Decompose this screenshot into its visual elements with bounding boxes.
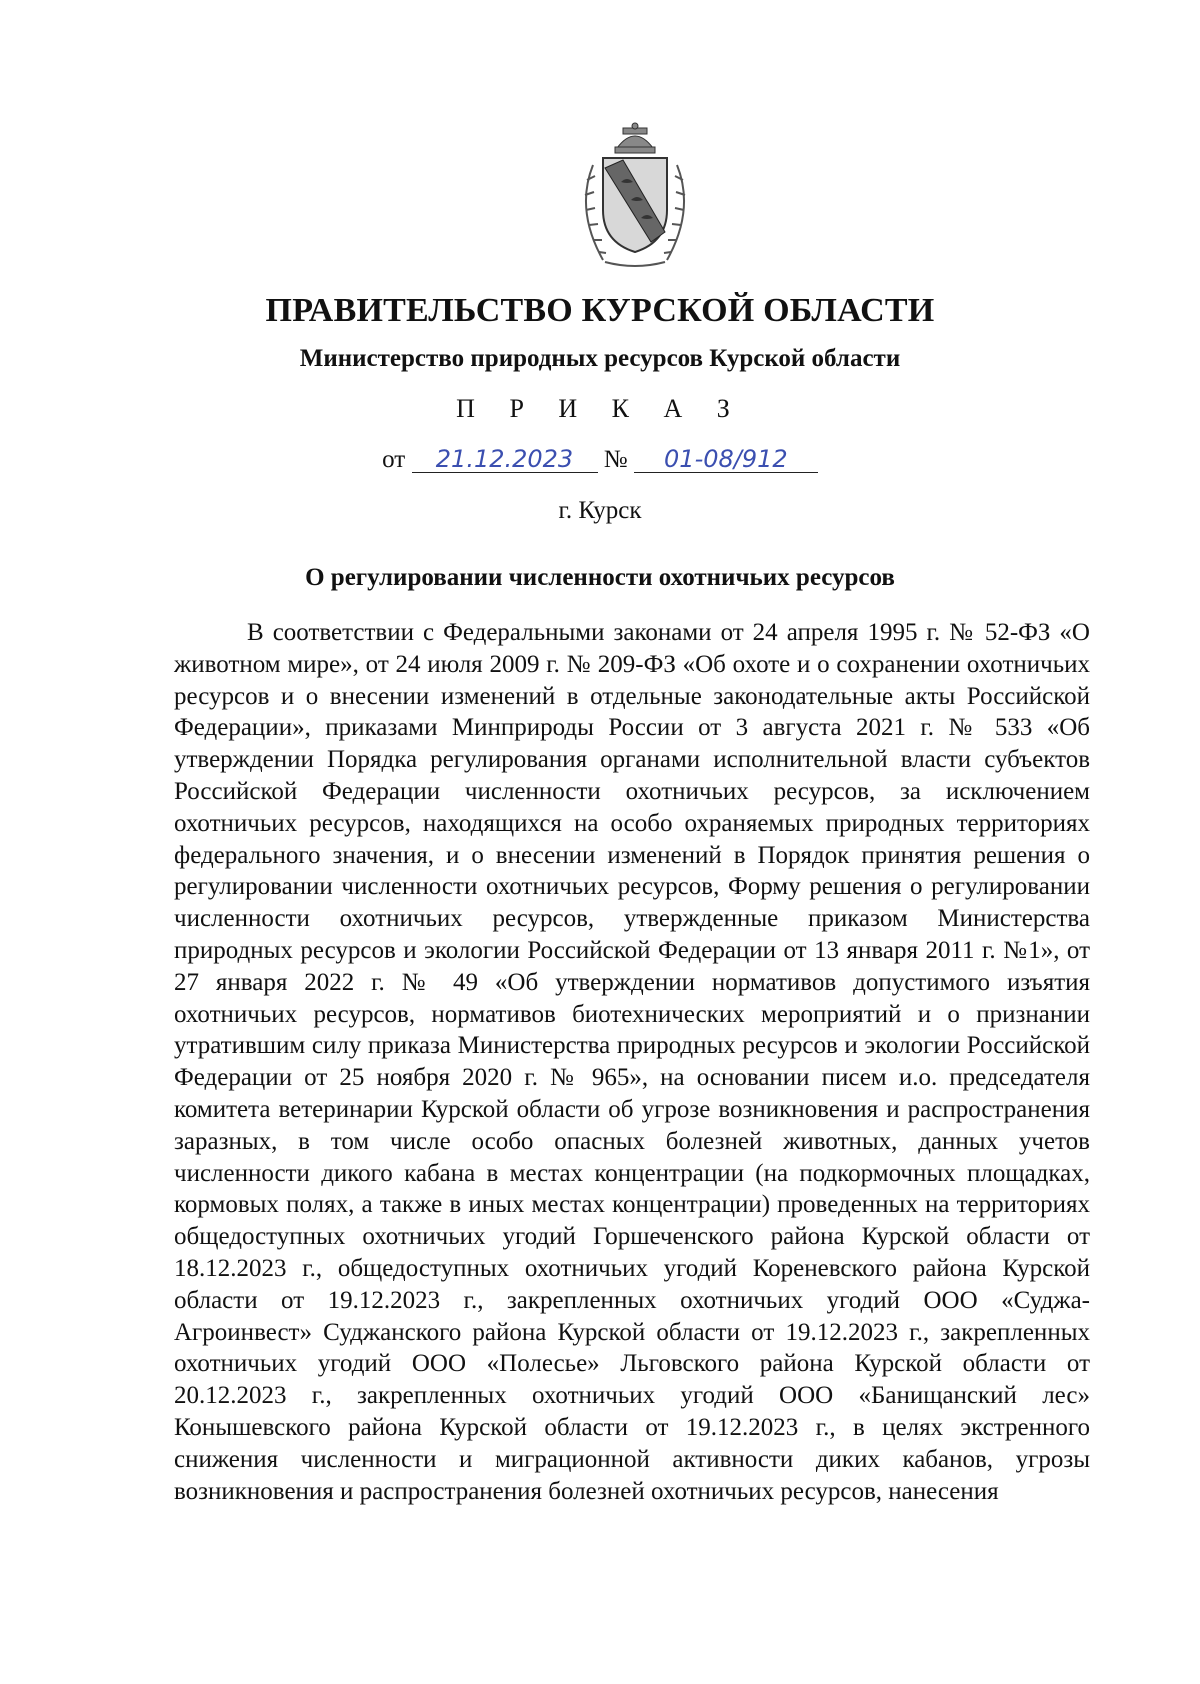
handwritten-date: 21.12.2023 [412, 446, 598, 473]
date-number-line [0, 446, 1200, 474]
document-type: П Р И К А З [456, 394, 744, 423]
body-paragraph: В соответствии с Федеральными законами от 24 апреля 1995 г. № 52-ФЗ «О животном мире», от 24 июля 2009 г. № 209-ФЗ «Об охоте и о сохранении охотничьих ресурсов и о внесении изменений в отдельные законодательные акты Российской Федерации», приказами Минприроды России от 3 августа 2021 г. № 533 «Об утверждении Порядка регулирования органами исполнительной власти субъектов Российской Федерации численности охотничьих ресурсов, за исключением охотничьих ресурсов, находящихся на особо охраняемых природных территориях федерального значения, и о внесении изменений в Порядок принятия решения о регулировании численности охотничьих ресурсов, Форму решения о регулировании численности охотничьих ресурсов, утвержденные приказом Министерства природных ресурсов и экологии Российской Федерации от 13 января 2011 г. №1», от 27 января 2022 г. № 49 «Об утверждении нормативов допустимого изъятия охотничьих ресурсов, нормативов биотехнических мероприятий и о признании утратившим силу приказа Министерства природных ресурсов и экологии Российской Федерации от 25 ноября 2020 г. № 965», на основании писем и.о. председателя комитета ветеринарии Курской области об угрозе возникновения и распространения заразных, в том числе особо опасных болезней животных, данных учетов численности дикого кабана в местах концентрации (на подкормочных площадках, кормовых полях, а также в иных местах концентрации) проведенных на территориях общедоступных охотничьих угодий Горшеченского района Курской области от 18.12.2023 г., общедоступных охотничьих угодий Кореневского района Курской области от 19.12.2023 г., закрепленных охотничьих угодий ООО «Суджа-Агроинвест» Суджанского района Курской области от 19.12.2023 г., закрепленных охотничьих угодий ООО «Полесье» Льговского района Курской области от 20.12.2023 г., закрепленных охотничьих угодий ООО «Банищанский лес» Конышевского района Курской области от 19.12.2023 г., в целях экстренного снижения численности и миграционной активности диких кабанов, угрозы возникновения и распространения болезней охотничьих ресурсов, нанесения [174, 619, 1090, 1505]
document-subject: О регулировании численности охотничьих ресурсов [305, 564, 895, 591]
handwritten-number: 01-08/912 [634, 446, 818, 473]
coat-of-arms-icon [565, 120, 705, 270]
city-name: г. Курск [558, 497, 642, 524]
number-prefix: № [603, 446, 628, 473]
organization-title: ПРАВИТЕЛЬСТВО КУРСКОЙ ОБЛАСТИ [265, 292, 935, 329]
date-prefix: от [382, 446, 406, 473]
ministry-name: Министерство природных ресурсов Курской области [299, 345, 901, 372]
